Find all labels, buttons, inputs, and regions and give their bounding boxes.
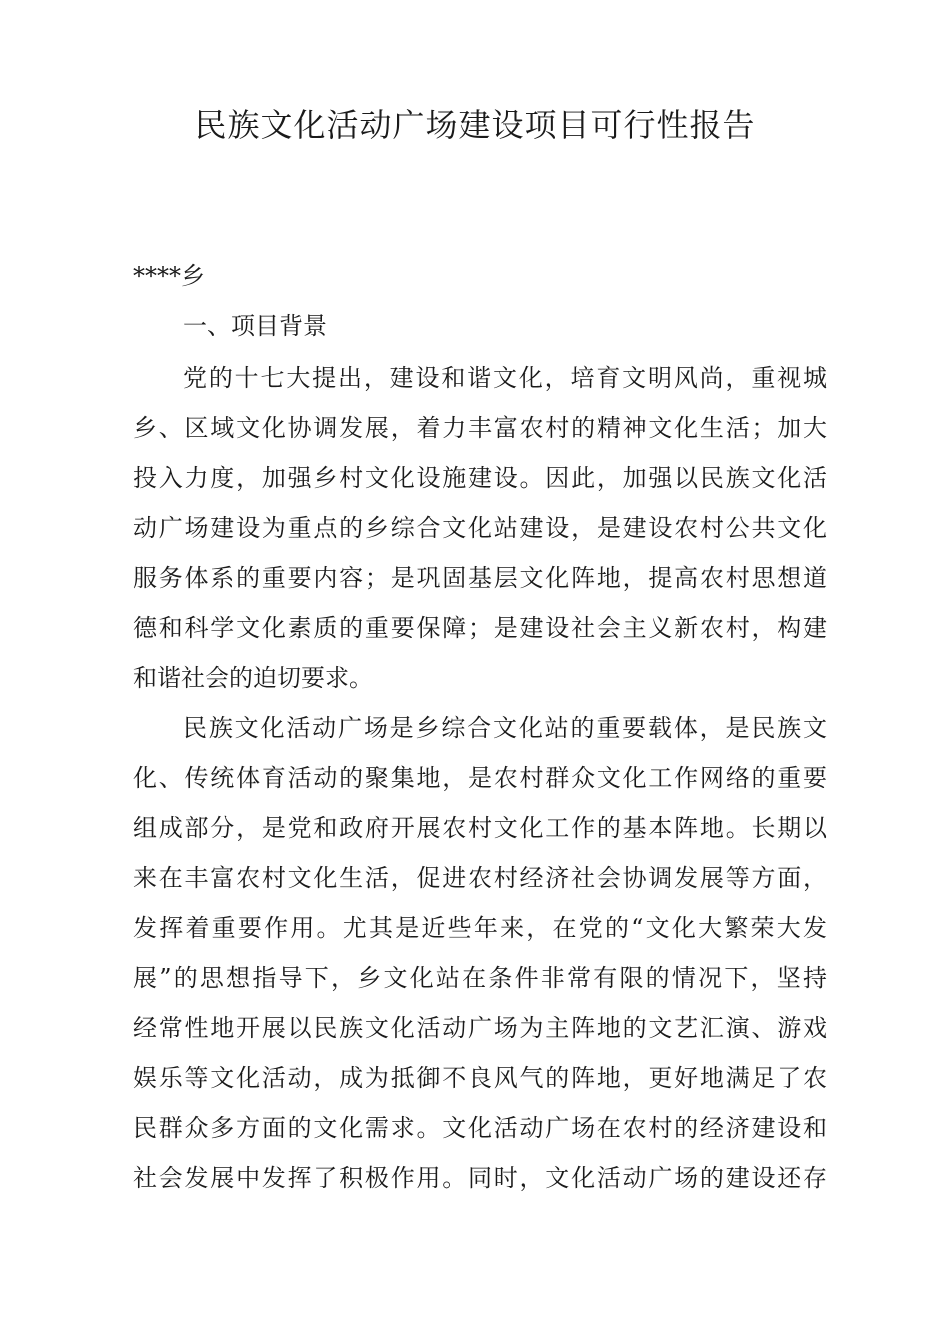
paragraph-line: 动广场建设为重点的乡综合文化站建设，是建设农村公共文化	[133, 514, 827, 542]
paragraph-line: 组成部分，是党和政府开展农村文化工作的基本阵地。长期以	[133, 814, 827, 842]
organization-name: ****乡	[133, 262, 205, 290]
paragraph-line: 经常性地开展以民族文化活动广场为主阵地的文艺汇演、游戏	[133, 1014, 827, 1042]
paragraph-line: 德和科学文化素质的重要保障；是建设社会主义新农村，构建	[133, 614, 827, 642]
section-heading: 一、项目背景	[183, 312, 327, 340]
paragraph-line: 服务体系的重要内容；是巩固基层文化阵地，提高农村思想道	[133, 564, 827, 592]
paragraph-line: 发挥着重要作用。尤其是近些年来，在党的“文化大繁荣大发	[133, 914, 827, 942]
paragraph-2	[133, 703, 827, 1203]
paragraph-line: 展”的思想指导下，乡文化站在条件非常有限的情况下，坚持	[133, 964, 827, 992]
paragraph-line: 投入力度，加强乡村文化设施建设。因此，加强以民族文化活	[133, 464, 827, 492]
paragraph-line: 和谐社会的迫切要求。	[133, 664, 373, 692]
paragraph-1	[133, 353, 827, 703]
paragraph-line: 乡、区域文化协调发展，着力丰富农村的精神文化生活；加大	[133, 414, 827, 442]
paragraph-line: 民族文化活动广场是乡综合文化站的重要载体，是民族文	[183, 714, 827, 742]
paragraph-line: 社会发展中发挥了积极作用。同时，文化活动广场的建设还存	[133, 1164, 827, 1192]
paragraph-line: 来在丰富农村文化生活，促进农村经济社会协调发展等方面，	[133, 864, 827, 892]
paragraph-line: 娱乐等文化活动，成为抵御不良风气的阵地，更好地满足了农	[133, 1064, 827, 1092]
paragraph-line: 党的十七大提出，建设和谐文化，培育文明风尚，重视城	[183, 364, 827, 392]
paragraph-line: 化、传统体育活动的聚集地，是农村群众文化工作网络的重要	[133, 764, 827, 792]
document-title: 民族文化活动广场建设项目可行性报告	[194, 106, 756, 144]
paragraph-line: 民群众多方面的文化需求。文化活动广场在农村的经济建设和	[133, 1114, 827, 1142]
